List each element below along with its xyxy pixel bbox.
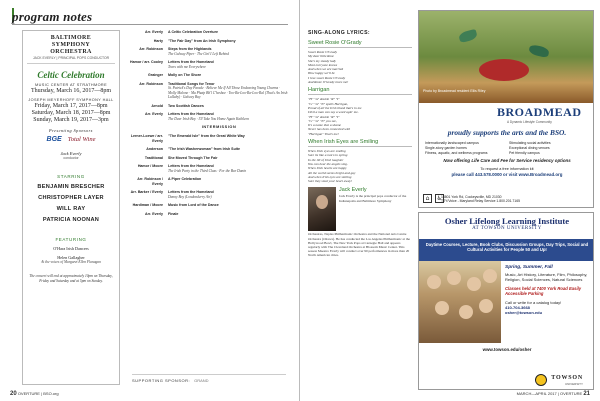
- broadmead-contact: [419, 167, 594, 177]
- osher-subtitle: AT TOWSON UNIVERSITY: [472, 226, 542, 231]
- starring-label: STARRING: [57, 174, 85, 179]
- broadmead-note: Now offering Life Care and Fee for Service residency options: [443, 158, 571, 163]
- contact-line-1: To request a free information kit: [480, 167, 534, 171]
- program-composer: Arr. Robinson: [139, 81, 163, 86]
- featured-2-sub: At the voices of Margaret Ellen Flanagan: [41, 260, 101, 264]
- venue-1-name: MUSIC CENTER AT STRATHMORE: [35, 83, 107, 87]
- song-1-title: Sweet Rosie O'Grady: [308, 40, 412, 48]
- program-row: [130, 60, 288, 69]
- logo-line-1: BALTIMORE: [50, 35, 92, 41]
- program-work: [168, 190, 288, 199]
- osher-classes: Classes held at 7400 York Road Easily Accessible Parking: [505, 286, 582, 297]
- bio-text: Jack Everly is the principal pops conductor of the Indianapolis and Baltimore Symphony: [339, 194, 407, 203]
- program-work: [168, 47, 288, 56]
- equal-housing-icon: ⌂: [423, 194, 432, 203]
- venue-2-name: JOSEPH MEYERHOFF SYMPHONY HALL: [28, 98, 114, 102]
- featuring-label: FEATURING: [55, 237, 87, 242]
- osher-subjects: Music, Art History, Literature, Film, Philosophy, Religion, Social Sciences, Natural Sciences: [505, 272, 588, 282]
- tty-line: TTY/Voice - Maryland Relay Service 1.800.201.7165: [441, 199, 520, 204]
- singalong-column: [308, 30, 412, 385]
- program-work: [168, 82, 288, 100]
- footer-left: [10, 391, 59, 397]
- contact-line-2[interactable]: please call 443.578.0000 or visit www.Broadmead.org: [451, 172, 563, 178]
- osher-email[interactable]: osher@towson.edu: [505, 310, 543, 316]
- program-work: [168, 212, 288, 216]
- conductor-name: Jack Everly: [60, 151, 82, 156]
- broadmead-features: [425, 141, 593, 156]
- program-work: [168, 112, 288, 121]
- program-work-title: "The Irish Washerwoman" from Irish Suite: [168, 147, 240, 152]
- program-row: [130, 47, 288, 56]
- program-row: [130, 73, 288, 77]
- program-composer: Hamor / Moore: [137, 164, 163, 169]
- bio-name: Jack Everly: [339, 187, 367, 194]
- song-1-lyrics: Sweet Rosie O'Grady My dear little Rose She's my steady lady Most everyone knows And when we are married How happy we'll be I love sweet Rosie O'Grady And Rosie O'Grady loves me!: [308, 50, 349, 85]
- towson-logo-sub: UNIVERSITY: [564, 382, 583, 386]
- program-row: [130, 82, 288, 100]
- program-work-title: Letters from the Homeland: [168, 190, 214, 195]
- program-part-1: [130, 30, 288, 121]
- program-work-sub: St. Patrick's Day Parade · Believe Me If All Those Endearing Young Charms · Molly Malone · Ma Phaip Bh'l C'heshoe · Too-Ra-Loo-Ra-Loo-Ral (That's An Irish Lullaby) · Galway Bay: [168, 86, 288, 99]
- program-work: [168, 147, 288, 151]
- section-title: program notes: [12, 9, 93, 24]
- program-work-title: Finale: [168, 211, 179, 216]
- program-work: [168, 134, 288, 143]
- osher-call: [505, 300, 591, 315]
- program-row: [130, 164, 288, 173]
- program-work-sub: The Irish Party in the Third Class · For the Bar Danin: [168, 168, 247, 173]
- featured-1: O'Hara Irish Dancers: [53, 246, 89, 251]
- program-composer: Hardiman / Moore: [132, 203, 163, 208]
- osher-phone[interactable]: 410-704-3668: [505, 305, 530, 311]
- broadmead-tagline: proudly supports the arts and the BSO.: [447, 128, 567, 137]
- program-row: [130, 112, 288, 121]
- program-composer: Harty: [153, 38, 163, 43]
- singalong-heading: SING-ALONG LYRICS:: [308, 30, 371, 36]
- program-composer: Lerner-Loewe / arr. Everly: [130, 134, 163, 143]
- logo-line-2: SYMPHONY: [51, 42, 91, 48]
- star-4: PATRICIA NOONAN: [42, 217, 100, 223]
- footer-right: [517, 391, 590, 397]
- venue-1-dates: [27, 88, 115, 95]
- program-work: [168, 164, 288, 173]
- conductor-photo: [308, 187, 336, 231]
- program-composer: Grainger: [148, 73, 163, 78]
- conductor-bio: [308, 187, 412, 231]
- program-composer: Anderson: [146, 147, 163, 152]
- bge-logo: BGE: [46, 136, 62, 143]
- presenting-sponsor-logos: [27, 136, 115, 143]
- program-work-sub: Danny Boy (Londonderry Air): [168, 194, 212, 199]
- program-work: [168, 177, 288, 186]
- program-work-sub: The Galway Piper · The Girl I Left Behind: [168, 51, 229, 56]
- presenting-sponsors-label: Presenting Sponsors: [49, 128, 93, 133]
- star-3: WILL RAY: [56, 206, 86, 212]
- program-work-title: "The Fair Day" from An Irish Symphony: [168, 38, 236, 43]
- program-work-title: She Moved Through The Fair: [168, 155, 218, 160]
- program-composer: Arnold: [151, 103, 163, 108]
- program-row: [130, 212, 288, 216]
- program-listing: [130, 30, 288, 385]
- venue-1-date-1: Thursday, March 16, 2017—8pm: [30, 88, 112, 94]
- osher-ad[interactable]: [418, 212, 594, 390]
- program-composer: Arr. Everly: [145, 112, 163, 117]
- feature-6: Pet friendly campus: [509, 151, 540, 155]
- broadmead-logo: BROADMEAD: [497, 105, 582, 119]
- program-row: [130, 203, 288, 207]
- bio-continued: Orchestras, Naples Philharmonic Orchestra and the National Arts Centre Orchestra (Ottawa). He has conducted the Los Angeles Philharmonic at the Hollywood Bowl, The New York Pops at Carnegie Hall and appears regularly with The Cleveland Orchestra at Blossom Music Center. This season Maestro Everly will conduct over 90 performances in more than 20 North American cities.: [308, 232, 410, 257]
- program-work-title: Letters from the Homeland: [168, 112, 214, 117]
- program-row: [130, 104, 288, 108]
- event-title: Celtic Celebration: [37, 70, 105, 80]
- song-2-lyrics: "H" "A" double "R" "I" "G" "A" "N" spells Harrigan, Proud of all the Irish blood that's in me Divil a man can say a word agin' me. "H" "A" double "R" "I" "G" "A" "N" you see, It's a name that a shame Never has been connected with "Harrigan" That's me!: [308, 97, 362, 136]
- program-composer: Arr. Everly: [145, 211, 163, 216]
- program-work: [168, 203, 288, 207]
- program-part-2: [130, 134, 288, 216]
- address-line: 13801 York Rd, Cockeysville, MD 21030: [441, 195, 502, 199]
- totalwine-logo: Total Wine: [67, 136, 96, 143]
- program-work: [168, 30, 288, 34]
- program-composer: Arr. Barker / Everly: [130, 190, 163, 195]
- osher-band: Daytime Courses, Lecture, Book Clubs, Discussion Groups, Day Trips, Social and Cultural Activities for People 50 and Up!: [419, 239, 594, 261]
- program-work-title: Letters from the Homeland: [168, 60, 214, 65]
- person-6: [459, 305, 473, 319]
- venue-2-date-1: Friday, March 17, 2017—8pm: [34, 103, 108, 109]
- program-row: [130, 30, 288, 34]
- star-2: CHRISTOPHER LAYER: [38, 195, 104, 201]
- program-work-title: A Celtic Celebration Overture: [168, 30, 218, 34]
- program-work-sub: The Dear Irish Boy · I'll Take You Home Again Kathleen: [168, 116, 249, 121]
- person-4: [483, 269, 497, 283]
- broadmead-logo-sub: A Dynamic Lifestyle Community: [507, 120, 552, 124]
- osher-title: Osher Lifelong Learning Institute: [444, 216, 570, 226]
- section-rule: [12, 24, 288, 25]
- program-work: [168, 60, 288, 69]
- feature-2: Stimulating social activities: [509, 141, 551, 145]
- towson-seal-icon: [535, 374, 547, 386]
- accessibility-icon: ♿: [436, 195, 443, 202]
- feature-1: Internationally landscaped campus: [425, 141, 479, 145]
- footer-right-pub: MARCH—APRIL 2017 | OVERTURE: [516, 391, 583, 396]
- feature-4: Exceptional dining venues: [509, 146, 550, 150]
- program-composer: Traditional: [144, 155, 163, 160]
- program-work-title: Molly on The Shore: [168, 73, 202, 78]
- bso-logo: [27, 35, 115, 64]
- program-work-title: A Piper Celebration: [168, 177, 202, 182]
- page-number-right: 21: [583, 391, 590, 397]
- osher-header: [419, 213, 594, 239]
- featured-2: Helen Gallagher: [57, 255, 85, 260]
- hummingbird-2: [528, 44, 550, 58]
- program-row: [130, 190, 288, 199]
- feature-5: Fitness, aquatic, and wellness programs: [425, 151, 488, 155]
- program-work-sub: Tears with me Everywhere: [168, 64, 206, 69]
- program-row: [130, 147, 288, 151]
- photo-credit: Photo by Broadmead resident Ellis Riley: [423, 89, 486, 93]
- person-7: [479, 299, 493, 313]
- person-5: [435, 301, 449, 315]
- feeder: [479, 59, 529, 81]
- osher-call-text: Call or write for a catalog today!: [505, 300, 562, 306]
- venue-2-date-2: Saturday, March 18, 2017—8pm: [31, 110, 111, 116]
- person-3: [467, 277, 481, 291]
- program-work: [168, 104, 288, 108]
- program-composer: Arr. Robinson: [139, 47, 163, 52]
- osher-info: [505, 265, 591, 315]
- program-row: [130, 134, 288, 143]
- program-work-title: Traditional Songs for Tenor: [168, 81, 215, 86]
- logo-line-3: ORCHESTRA: [50, 49, 92, 55]
- program-composer: Hamor / arr. Cooley: [130, 60, 163, 65]
- intermission-label: INTERMISSION: [201, 125, 237, 130]
- osher-group-photo: [419, 261, 501, 343]
- program-row: [130, 156, 288, 160]
- song-2-title: Harrigan: [308, 87, 412, 95]
- right-page: [300, 0, 600, 401]
- hummingbird-1: [458, 29, 478, 43]
- supporting-sponsor-logo: GRAND: [194, 378, 209, 383]
- program-work: [168, 39, 288, 43]
- program-work-title: Letters from the Homeland: [168, 164, 214, 169]
- concert-info-column: [22, 30, 120, 385]
- program-row: [130, 177, 288, 186]
- feature-3: Single-story garden homes: [425, 146, 467, 150]
- end-time-note: The concert will end at approximately 10pm on Thursday, Friday and Saturday and at 5pm on Sunday.: [29, 274, 113, 283]
- program-work-title: Two Scottish Dances: [168, 103, 204, 108]
- supporting-sponsor-label: SUPPORTING SPONSOR:: [132, 378, 191, 383]
- broadmead-ad[interactable]: [418, 10, 594, 208]
- page-number-left: 20: [10, 391, 17, 397]
- osher-season: Spring, Summer, Fall: [505, 265, 553, 270]
- program-composer: Arr. Everly: [145, 30, 163, 34]
- song-3-title: When Irish Eyes are Smiling: [308, 139, 412, 147]
- towson-logo: TOWSON: [551, 375, 583, 381]
- program-work-title: Steps from the Highlands: [168, 47, 212, 52]
- person-1: [427, 275, 441, 289]
- footer-left-pub: OVERTURE | BSO.org: [17, 391, 59, 396]
- supporting-sponsor: [132, 374, 286, 383]
- broadmead-address: [441, 195, 520, 203]
- person-2: [447, 271, 461, 285]
- program-work: [168, 73, 288, 77]
- program-work: [168, 156, 288, 160]
- program-work-title: "The Emerald Isle" from the Great White Way: [168, 134, 245, 139]
- venue-2-dates: [27, 103, 115, 124]
- venue-2-date-3: Sunday, March 19, 2017—3pm: [33, 117, 109, 123]
- song-3-lyrics: When Irish eyes are smiling Sure its like a morn in spring In the lilt of Irish laughter You can hear the angels sing. When Irish hearts are happy All the world seems bright and gay And when Irish eyes are smiling Sure they steal your heart away!: [308, 149, 356, 184]
- star-1: BENJAMIN BRESCHER: [37, 184, 105, 190]
- conductor-role: conductor: [63, 156, 79, 160]
- logo-sub: JACK EVERLY | PRINCIPAL POPS CONDUCTOR: [32, 56, 110, 60]
- program-row: [130, 39, 288, 43]
- program-composer: Arr. Robinson / Everly: [137, 177, 163, 186]
- osher-url[interactable]: www.towson.edu/osher: [482, 347, 532, 352]
- program-work-title: Music from Lord of the Dance: [168, 203, 219, 208]
